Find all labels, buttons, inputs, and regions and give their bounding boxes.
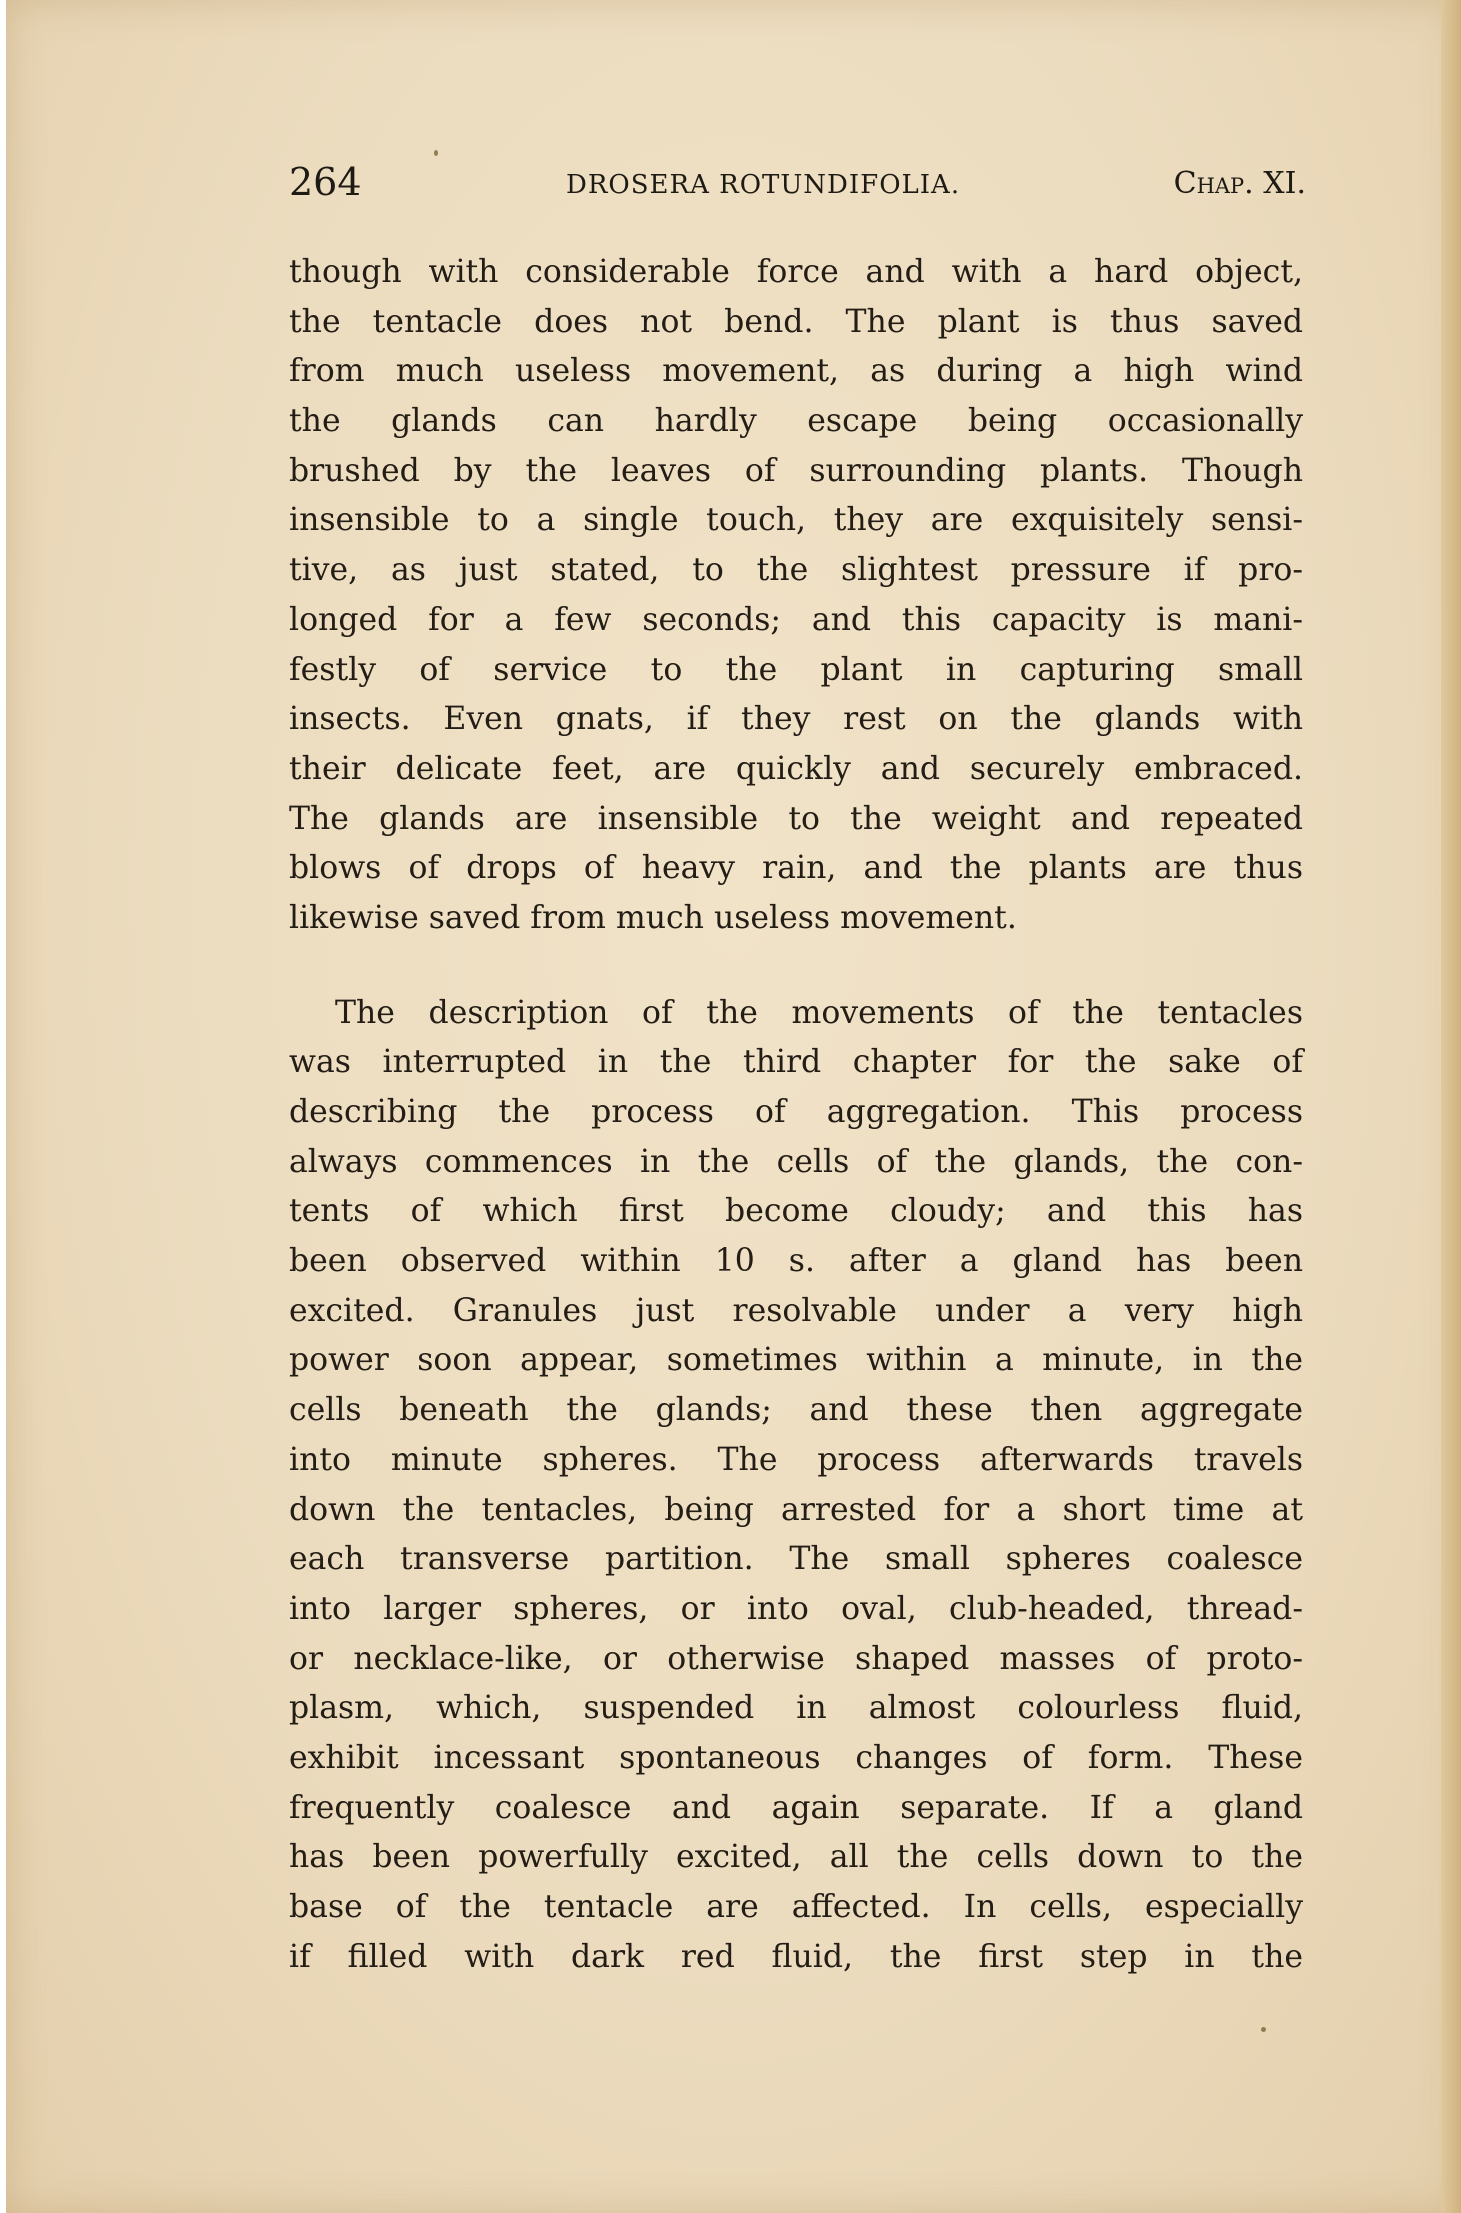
text-line: excited. Granules just resolvable under a very high bbox=[289, 1292, 1303, 1329]
paper-speck bbox=[434, 150, 438, 156]
paragraph bbox=[289, 989, 1303, 1983]
chapter-label: Chap. XI. bbox=[1173, 166, 1306, 201]
text-line: into larger spheres, or into oval, club-headed, thread- bbox=[289, 1590, 1303, 1627]
text-line: tive, as just stated, to the slightest pressure if pro- bbox=[289, 552, 1303, 589]
text-line: frequently coalesce and again separate. If a gland bbox=[289, 1789, 1303, 1826]
text-line: from much useless movement, as during a high wind bbox=[289, 353, 1303, 390]
text-line: base of the tentacle are affected. In cells, especially bbox=[289, 1889, 1303, 1925]
text-line: down the tentacles, being arrested for a short time at bbox=[289, 1491, 1303, 1528]
text-line: though with considerable force and with a hard object, bbox=[289, 254, 1303, 290]
text-line: into minute spheres. The process afterwards travels bbox=[289, 1441, 1303, 1478]
text-line: exhibit incessant spontaneous changes of form. These bbox=[289, 1739, 1303, 1776]
paragraph-gap bbox=[289, 944, 1303, 989]
text-line: The glands are insensible to the weight and repeated bbox=[289, 800, 1303, 837]
text-line: the tentacle does not bend. The plant is thus saved bbox=[289, 303, 1303, 340]
text-line: tents of which first become cloudy; and this has bbox=[289, 1193, 1303, 1230]
text-line: power soon appear, sometimes within a minute, in the bbox=[289, 1342, 1303, 1379]
text-line: if filled with dark red fluid, the first step in the bbox=[289, 1938, 1303, 1975]
text-line: insensible to a single touch, they are exquisitely sensi- bbox=[289, 502, 1303, 539]
text-line: festly of service to the plant in capturing small bbox=[289, 651, 1303, 688]
text-line: the glands can hardly escape being occasionally bbox=[289, 403, 1303, 440]
text-line: blows of drops of heavy rain, and the plants are thus bbox=[289, 850, 1303, 887]
text-line: each transverse partition. The small spheres coalesce bbox=[289, 1541, 1303, 1578]
text-line: The description of the movements of the tentacles bbox=[335, 994, 1303, 1031]
body-text bbox=[289, 248, 1303, 1982]
text-line: longed for a few seconds; and this capacity is mani- bbox=[289, 601, 1303, 638]
text-line: their delicate feet, are quickly and securely embraced. bbox=[289, 750, 1303, 787]
text-line: has been powerfully excited, all the cells down to the bbox=[289, 1839, 1303, 1876]
text-line: plasm, which, suspended in almost colourless fluid, bbox=[289, 1690, 1303, 1727]
book-page bbox=[6, 0, 1461, 2213]
text-line: likewise saved from much useless movement. bbox=[289, 899, 1017, 936]
page-edge bbox=[1441, 0, 1461, 2213]
text-line: cells beneath the glands; and these then aggregate bbox=[289, 1392, 1303, 1429]
text-line: insects. Even gnats, if they rest on the glands with bbox=[289, 701, 1303, 738]
text-line: describing the process of aggregation. This process bbox=[289, 1094, 1303, 1130]
text-line: or necklace-like, or otherwise shaped masses of proto- bbox=[289, 1640, 1303, 1677]
page-number: 264 bbox=[289, 160, 362, 204]
paragraph bbox=[289, 248, 1303, 944]
text-line: was interrupted in the third chapter for the sake of bbox=[289, 1044, 1303, 1081]
text-line: brushed by the leaves of surrounding plants. Though bbox=[289, 452, 1303, 489]
paper-speck bbox=[1261, 2027, 1266, 2032]
text-line: been observed within 10 s. after a gland has been bbox=[289, 1243, 1303, 1280]
running-title: DROSERA ROTUNDIFOLIA. bbox=[566, 170, 961, 200]
running-head bbox=[289, 160, 1306, 220]
text-line: always commences in the cells of the glands, the con- bbox=[289, 1143, 1303, 1180]
